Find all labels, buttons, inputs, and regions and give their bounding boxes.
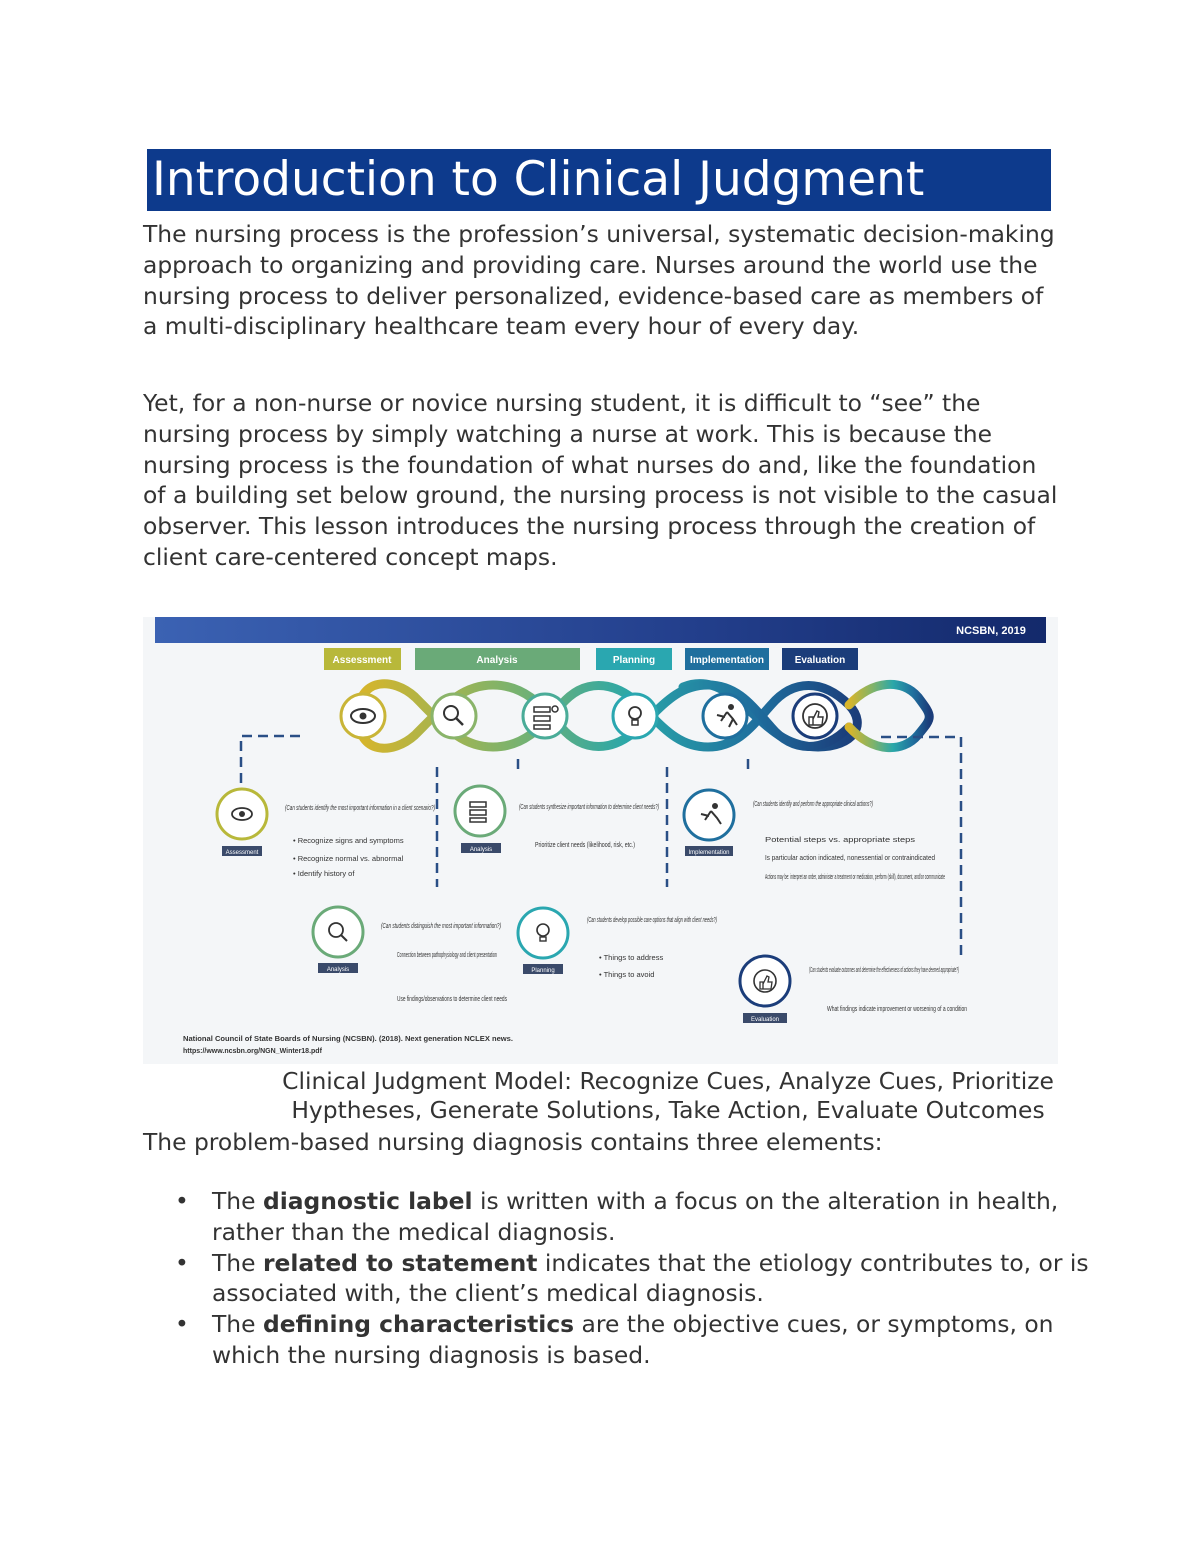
card-evaluation [740,956,967,1023]
clinical-judgment-diagram [143,617,1058,1064]
svg-text:What findings indicate improve: What findings indicate improvement or worsening of a condition [827,1004,967,1013]
card-implementation [684,790,945,881]
svg-text:Implementation: Implementation [690,655,764,666]
card-planning [518,908,717,979]
svg-text:Planning: Planning [531,968,555,974]
svg-text:Implementation: Implementation [688,850,730,856]
svg-text:Analysis: Analysis [326,967,350,973]
figure-credit-badge: NCSBN, 2019 [956,625,1026,637]
svg-text:Prioritize client needs (likel: Prioritize client needs (likelihood, risk, etc.) [535,840,636,849]
svg-text:(Can students identify the mos: (Can students identify the most important information in a client scenario?) [285,803,436,812]
diagnosis-intro: The problem-based nursing diagnosis contains three elements: [143,1128,883,1156]
bullet-icon: • [175,1248,189,1277]
svg-text:Actions may be: interpret an o: Actions may be: interpret an order, administer a treatment or medication, perform (skill), document, and/or communicate [765,872,945,881]
svg-text:(Can students identify and per: (Can students identify and perform the appropriate clinical actions?) [753,799,874,808]
svg-text:Evaluation: Evaluation [794,655,846,666]
paragraph-novice-student: Yet, for a non-nurse or novice nursing student, it is difficult to “see” the nursing process by simply watching a nurse at work. This is because the nursing process is the foundation of what nurses do and, like the foundation of a building set below ground, the nursing process is not visible to the casual observer. This lesson introduces the nursing process through the creation of client care-centered concept maps. [143,389,1058,571]
card-assessment [217,789,435,878]
list-item: • The diagnostic label is written with a focus on the alteration in health, rather than the medical diagnosis. [175,1187,1059,1246]
svg-text:• Things to avoid: • Things to avoid [599,970,655,979]
svg-text:Use findings/observations to d: Use findings/observations to determine client needs [397,994,508,1003]
step-label-planning [596,648,672,670]
svg-text:Assessment: Assessment [332,655,392,666]
term-related-to-statement: related to statement [262,1248,538,1277]
step-label-implementation [685,648,769,670]
caption-line-2: Hyptheses, Generate Solutions, Take Action, Evaluate Outcomes [291,1096,1045,1124]
svg-text:• Identify history of: • Identify history of [293,869,355,878]
svg-text:Analysis: Analysis [476,655,518,666]
bullet-icon: • [175,1310,189,1339]
svg-text:Potential steps vs. appropriat: Potential steps vs. appropriate steps [765,835,916,844]
bullet-icon: • [175,1187,189,1215]
card-analysis-lower [313,907,507,1003]
list-item: • The related to statement indicates that the etiology contributes to, or is associated with, the client’s medical diagnosis. [175,1248,1089,1308]
svg-text:Connection between pathophysio: Connection between pathophysiology and client presentation [397,950,497,959]
svg-text:• Recognize signs and symptoms: • Recognize signs and symptoms [293,836,404,845]
step-label-analysis [415,648,580,670]
figure-caption [143,1067,1193,1125]
svg-text:Assessment: Assessment [225,850,259,856]
paragraph-nursing-process: The nursing process is the profession’s universal, systematic decision-making approach to organizing and providing care. Nurses around the world use the nursing process to deliver personalized, evidence-based care as members of a multi-disciplinary healthcare team every hour of every day. [143,220,1055,341]
svg-text:(Can students evaluate outcome: (Can students evaluate outcomes and determine the effectiveness of actions they have deemed appropriate?) [809,965,960,974]
title-banner [147,149,1051,211]
step-label-evaluation [782,648,858,670]
term-defining-characteristics: defining characteristics [262,1310,575,1339]
page-title: Introduction to Clinical Judgment [152,152,925,207]
caption-line-1: Clinical Judgment Model: Recognize Cues, Analyze Cues, Prioritize [282,1067,1054,1095]
runner-icon [712,803,718,809]
svg-text:Evaluation: Evaluation [750,1017,780,1023]
diagnosis-elements-list [143,1186,1103,1371]
figure-source-line-1: National Council of State Boards of Nursing (NCSBN). (2018). Next generation NCLEX news. [183,1036,514,1043]
figure-source-line-2: https://www.ncsbn.org/NGN_Winter18.pdf [183,1048,322,1055]
clinical-judgment-figure [143,617,1058,1064]
figure-header-band [155,617,1046,643]
svg-text:• Things to address: • Things to address [599,953,664,962]
svg-text:Analysis: Analysis [469,847,493,853]
svg-text:Is particular action indicated: Is particular action indicated, nonessential or contraindicated [765,853,935,862]
card-analysis-upper [455,786,659,853]
list-item: • The defining characteristics are the objective cues, or symptoms, on which the nursing diagnosis is based. [175,1310,1054,1369]
svg-text:(Can students develop possible: (Can students develop possible care options that align with client needs?) [587,915,718,924]
svg-text:(Can students synthesize impor: (Can students synthesize important information to determine client needs?) [519,802,660,811]
step-label-assessment [324,648,401,670]
svg-text:(Can students distinguish the: (Can students distinguish the most important information?) [381,921,502,930]
svg-text:• Recognize normal vs. abnorma: • Recognize normal vs. abnormal [293,854,404,863]
svg-text:Planning: Planning [612,655,656,666]
term-diagnostic-label: diagnostic label [262,1187,473,1215]
